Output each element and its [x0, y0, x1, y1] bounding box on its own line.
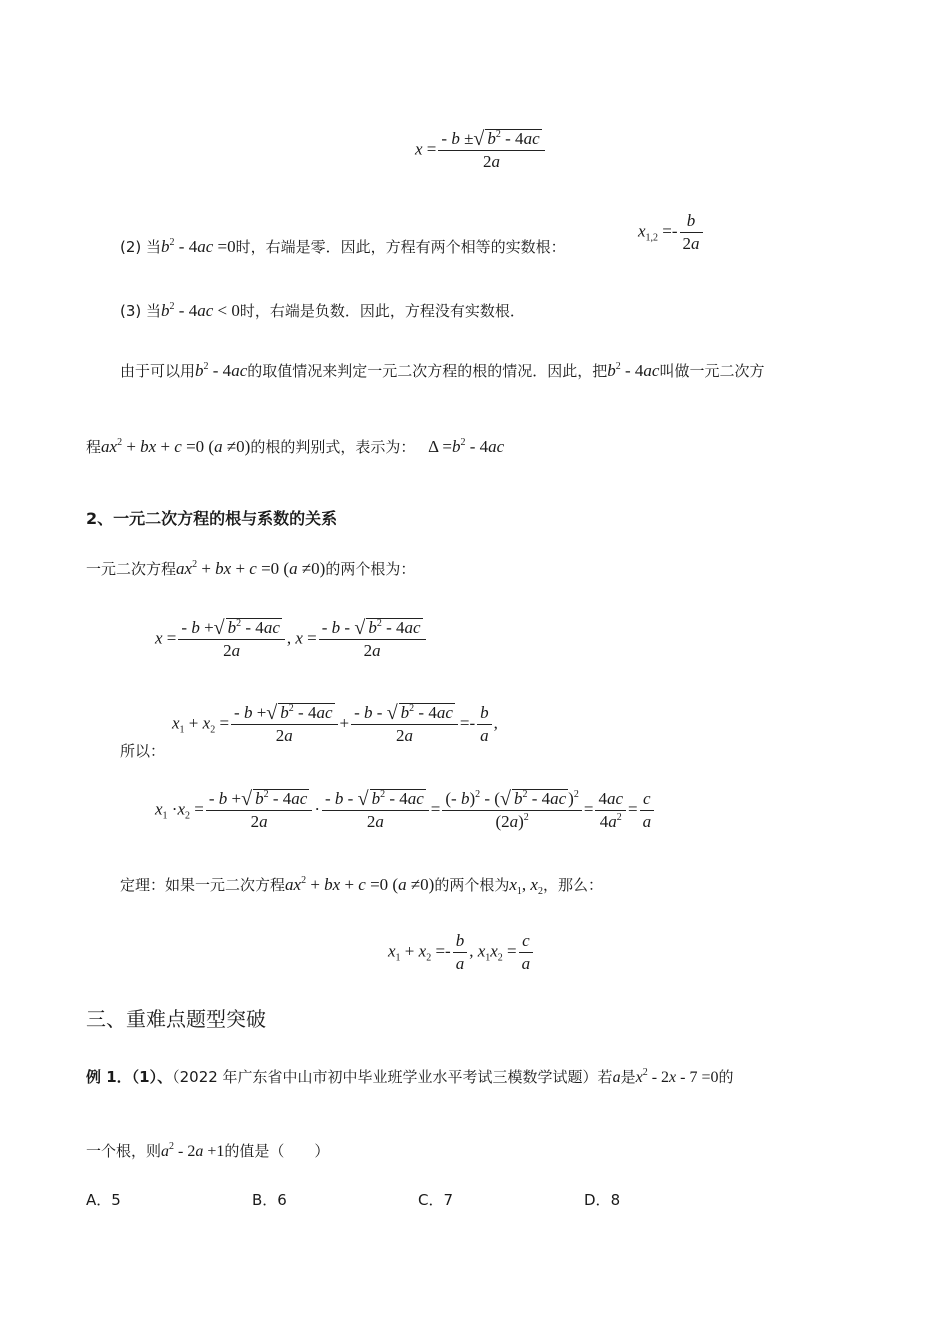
- option-d-letter: D．: [584, 1191, 611, 1209]
- case2-suffix: 时，右端是零．因此，方程有两个相等的实数根：: [235, 238, 566, 256]
- section2-intro: [86, 558, 415, 579]
- option-d[interactable]: [584, 1189, 620, 1210]
- option-a[interactable]: [86, 1189, 121, 1210]
- discriminant-paragraph-line1: [120, 360, 764, 381]
- two-roots-formula: x = $\frac{- b +√ b^2 - 4ac}{2a}$ , x = $\frac{- b - √ b^2 - 4ac}{2a}$: [155, 617, 428, 662]
- example1-equation: $x^2 - 2x - 7 =0$: [635, 1067, 719, 1086]
- case3-suffix: 时，右端是负数．因此，方程没有实数根．: [239, 302, 525, 320]
- quadratic-equation-3: $ax^2$ + bx + c =0 (a ≠0): [285, 875, 435, 894]
- option-c-letter: C．: [418, 1191, 444, 1209]
- roots-x1-x2: $x_1$, $x_2$: [509, 875, 543, 897]
- disc-expr-1: $b^2 - 4ac$: [195, 361, 248, 380]
- delta-definition: $\Delta =b^2 - 4ac$: [428, 437, 505, 456]
- option-d-value: 8: [610, 1191, 621, 1209]
- section3-heading: 三、重难点题型突破: [86, 1007, 266, 1031]
- case2-condition: $b^2 - 4ac =0$: [161, 237, 236, 256]
- example1-line2: [86, 1140, 329, 1161]
- variable-a: a: [612, 1069, 621, 1086]
- option-a-letter: A．: [86, 1191, 112, 1209]
- so-label: 所以：: [120, 742, 166, 760]
- case2-paragraph: [120, 236, 566, 257]
- case3-condition: $b^2 - 4ac < 0$: [161, 301, 240, 320]
- quadratic-formula: x = $\frac{- b \pm√ b^2 - 4ac}{2a}$: [415, 128, 547, 173]
- disc-line2-prefix: 程: [86, 438, 102, 456]
- example1-source: （2022 年广东省中山市初中毕业班学业水平考试三模数学试题）若: [172, 1068, 613, 1086]
- sum-of-roots-derivation: $x_1 + x_2$ = $\frac{- b +√ b^2 - 4ac}{2a}$ + $\frac{- b - √ b^2 - 4ac}{2a}$ =- $\frac{b}{a}$ ,: [172, 702, 498, 745]
- vieta-formulas: $x_1 + x_2$ =- $\frac{b}{a}$ , $x_1x_2$ = $\frac{c}{a}$: [388, 930, 535, 975]
- example1-line2-prefix: 一个根，则: [86, 1142, 162, 1160]
- case2-prefix: (2) 当: [120, 238, 162, 256]
- example1-expression: $a^2 - 2a +1$: [161, 1141, 225, 1160]
- example1-suffix: 的: [718, 1068, 734, 1086]
- option-c[interactable]: [418, 1189, 453, 1210]
- theorem-prefix: 定理：如果一元二次方程: [120, 876, 286, 894]
- quadratic-equation-2: $ax^2$ + bx + c =0 (a ≠0): [176, 559, 326, 578]
- disc-mid: 的取值情况来判定一元二次方程的根的情况．因此，把: [247, 362, 608, 380]
- theorem-suffix: ，那么：: [542, 876, 603, 894]
- example1-line1: [86, 1066, 734, 1087]
- theorem-mid: 的两个根为: [434, 876, 510, 894]
- option-b-value: 6: [277, 1191, 287, 1209]
- example1-mid: 是: [620, 1068, 636, 1086]
- disc-expr-2: $b^2 - 4ac$: [607, 361, 660, 380]
- theorem-paragraph: [120, 874, 603, 895]
- case2-root-formula: $x_{1,2}$ =- $\frac{b}{2a}$: [638, 210, 705, 255]
- example1-label: 例 1．（1）、: [86, 1068, 173, 1086]
- option-c-value: 7: [443, 1191, 454, 1209]
- case3-prefix: (3) 当: [120, 302, 162, 320]
- option-a-value: 5: [111, 1191, 121, 1209]
- option-b-letter: B．: [252, 1191, 278, 1209]
- disc-suffix: 叫做一元二次方: [659, 362, 765, 380]
- intro-suffix: 的两个根为：: [325, 560, 416, 578]
- section2-heading: 2、一元二次方程的根与系数的关系: [86, 509, 338, 528]
- disc-line2-mid: 的根的判别式，表示为：: [250, 438, 416, 456]
- case3-paragraph: [120, 300, 525, 321]
- example1-line2-suffix: 的值是（ ）: [224, 1142, 330, 1160]
- disc-prefix: 由于可以用: [120, 362, 196, 380]
- product-of-roots-derivation: $x_1 \cdot x_2$ = $\frac{- b +√ b^2 - 4ac}{2a}$ · $\frac{- b - √ b^2 - 4ac}{2a}$ = $\frac{(- b)^2 - (√ b^2 - 4ac )^2}{(2a)^2}$ = $\frac{4ac}{4a^2}$ = $\frac{c}{a}$: [155, 788, 656, 833]
- intro-prefix: 一元二次方程: [86, 560, 177, 578]
- quadratic-equation-1: $ax^2$ + bx + c =0 (a ≠0): [101, 437, 251, 456]
- discriminant-paragraph-line2: [86, 436, 504, 457]
- option-b[interactable]: [252, 1189, 287, 1210]
